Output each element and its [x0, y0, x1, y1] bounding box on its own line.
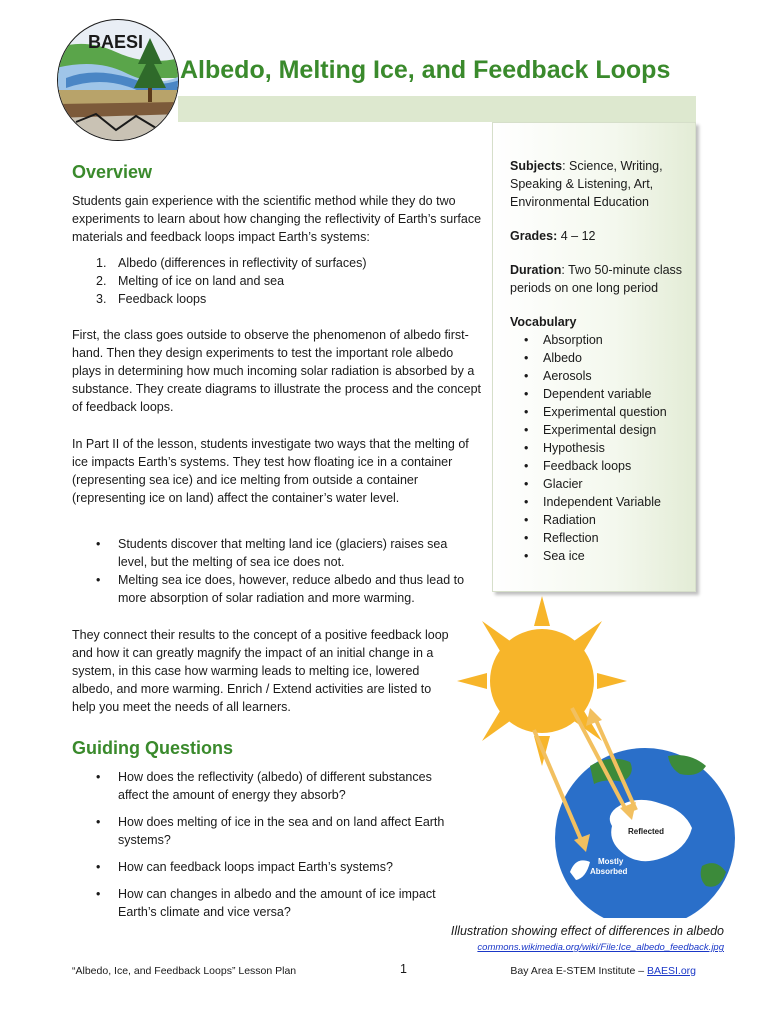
- experiment-item: 3. Feedback loops: [118, 290, 478, 308]
- illustration-caption: Illustration showing effect of differences in albedo: [450, 924, 724, 938]
- vocabulary-item: • Albedo: [543, 349, 685, 367]
- experiment-list: [118, 254, 478, 308]
- vocabulary-item: • Glacier: [543, 475, 685, 493]
- experiment-item: 2. Melting of ice on land and sea: [118, 272, 478, 290]
- vocabulary-item: • Sea ice: [543, 547, 685, 565]
- findings-list: [118, 535, 478, 607]
- baesi-link[interactable]: BAESI.org: [646, 965, 696, 977]
- overview-paragraph: They connect their results to the concept of a positive feedback loop and how it can greatly magnify the impact of an initial change in a system, in this case how warming leads to melting ice, lowered albedo, and more warming. Enrich / Extend activities are listed to help you meet the needs of all learners.: [72, 628, 449, 714]
- vocabulary-heading: Vocabulary: [510, 315, 577, 329]
- vocabulary-item: • Independent Variable: [543, 493, 685, 511]
- absorbed-label-line2: Absorbed: [590, 867, 628, 876]
- vocabulary-item: • Reflection: [543, 529, 685, 547]
- vocabulary-item: • Absorption: [543, 331, 685, 349]
- logo-text: BAESI: [88, 32, 144, 52]
- vocabulary-item: • Aerosols: [543, 367, 685, 385]
- guiding-question: • How can feedback loops impact Earth’s systems?: [118, 858, 448, 876]
- duration-value: : Two 50-minute class periods on one long period: [510, 263, 683, 295]
- finding-item: • Melting sea ice does, however, reduce albedo and thus lead to more absorption of solar radiation and more warming.: [118, 571, 478, 607]
- finding-item: • Students discover that melting land ice (glaciers) raises sea level, but the melting of sea ice does not.: [118, 535, 478, 571]
- vocabulary-item: • Dependent variable: [543, 385, 685, 403]
- guiding-question: • How does the reflectivity (albedo) of different substances affect the amount of energy they absorb?: [118, 768, 448, 804]
- guiding-question: • How does melting of ice in the sea and on land affect Earth systems?: [118, 813, 448, 849]
- duration-label: Duration: [510, 263, 562, 277]
- guiding-questions-list: [118, 768, 448, 930]
- grades-value: 4 – 12: [557, 229, 596, 243]
- footer-institute: [470, 962, 696, 980]
- illustration-credit-link[interactable]: commons.wikimedia.org/wiki/File:Ice_albedo_feedback.jpg: [477, 942, 724, 953]
- page-number: 1: [400, 962, 407, 976]
- vocabulary-list: [510, 331, 685, 565]
- footer-lesson-title: “Albedo, Ice, and Feedback Loops” Lesson Plan: [72, 965, 297, 977]
- overview-heading: Overview: [72, 162, 153, 182]
- subjects-info: [510, 157, 685, 211]
- grades-info: [510, 227, 685, 245]
- vocabulary-item: • Experimental design: [543, 421, 685, 439]
- experiment-item: 1. Albedo (differences in reflectivity of surfaces): [118, 254, 478, 272]
- lesson-info-sidebar: [492, 122, 696, 592]
- overview-intro: Students gain experience with the scientific method while they do two experiments to learn about how changing the reflectivity of Earth’s surface materials and feedback loops impact Earth’s systems:: [72, 194, 482, 244]
- subjects-label: Subjects: [510, 159, 563, 173]
- vocabulary-item: • Experimental question: [543, 403, 685, 421]
- grades-label: Grades:: [510, 229, 558, 243]
- vocabulary-item: • Radiation: [543, 511, 685, 529]
- page-title: Albedo, Melting Ice, and Feedback Loops: [180, 56, 671, 84]
- sun-icon: [457, 596, 627, 766]
- absorbed-label-line1: Mostly: [598, 857, 624, 866]
- baesi-logo: [56, 18, 180, 142]
- guiding-questions-heading: Guiding Questions: [72, 738, 233, 758]
- guiding-question: • How can changes in albedo and the amount of ice impact Earth’s climate and vice versa?: [118, 885, 448, 921]
- vocabulary-item: • Feedback loops: [543, 457, 685, 475]
- subjects-value: : Science, Writing, Speaking & Listening, Art, Environmental Education: [510, 159, 663, 209]
- albedo-illustration: [440, 596, 740, 918]
- reflected-label: Reflected: [628, 827, 665, 836]
- vocabulary-item: • Hypothesis: [543, 439, 685, 457]
- overview-paragraph: First, the class goes outside to observe the phenomenon of albedo first-hand. Then they design experiments to test the important role albedo plays in determining how much incoming solar radiation is absorbed by a substance. They create diagrams to illustrate the process and the concept of feedback loops.: [72, 328, 482, 414]
- title-band: [178, 96, 696, 122]
- footer-institute-name: Bay Area E-STEM Institute –: [510, 965, 647, 977]
- overview-paragraph: In Part II of the lesson, students investigate two ways that the melting of ice impacts Earth’s systems. They test how floating ice in a container (representing sea ice) and ice melting from outside a container (representing ice on land) affect the container’s water level.: [72, 437, 469, 505]
- duration-info: [510, 261, 685, 297]
